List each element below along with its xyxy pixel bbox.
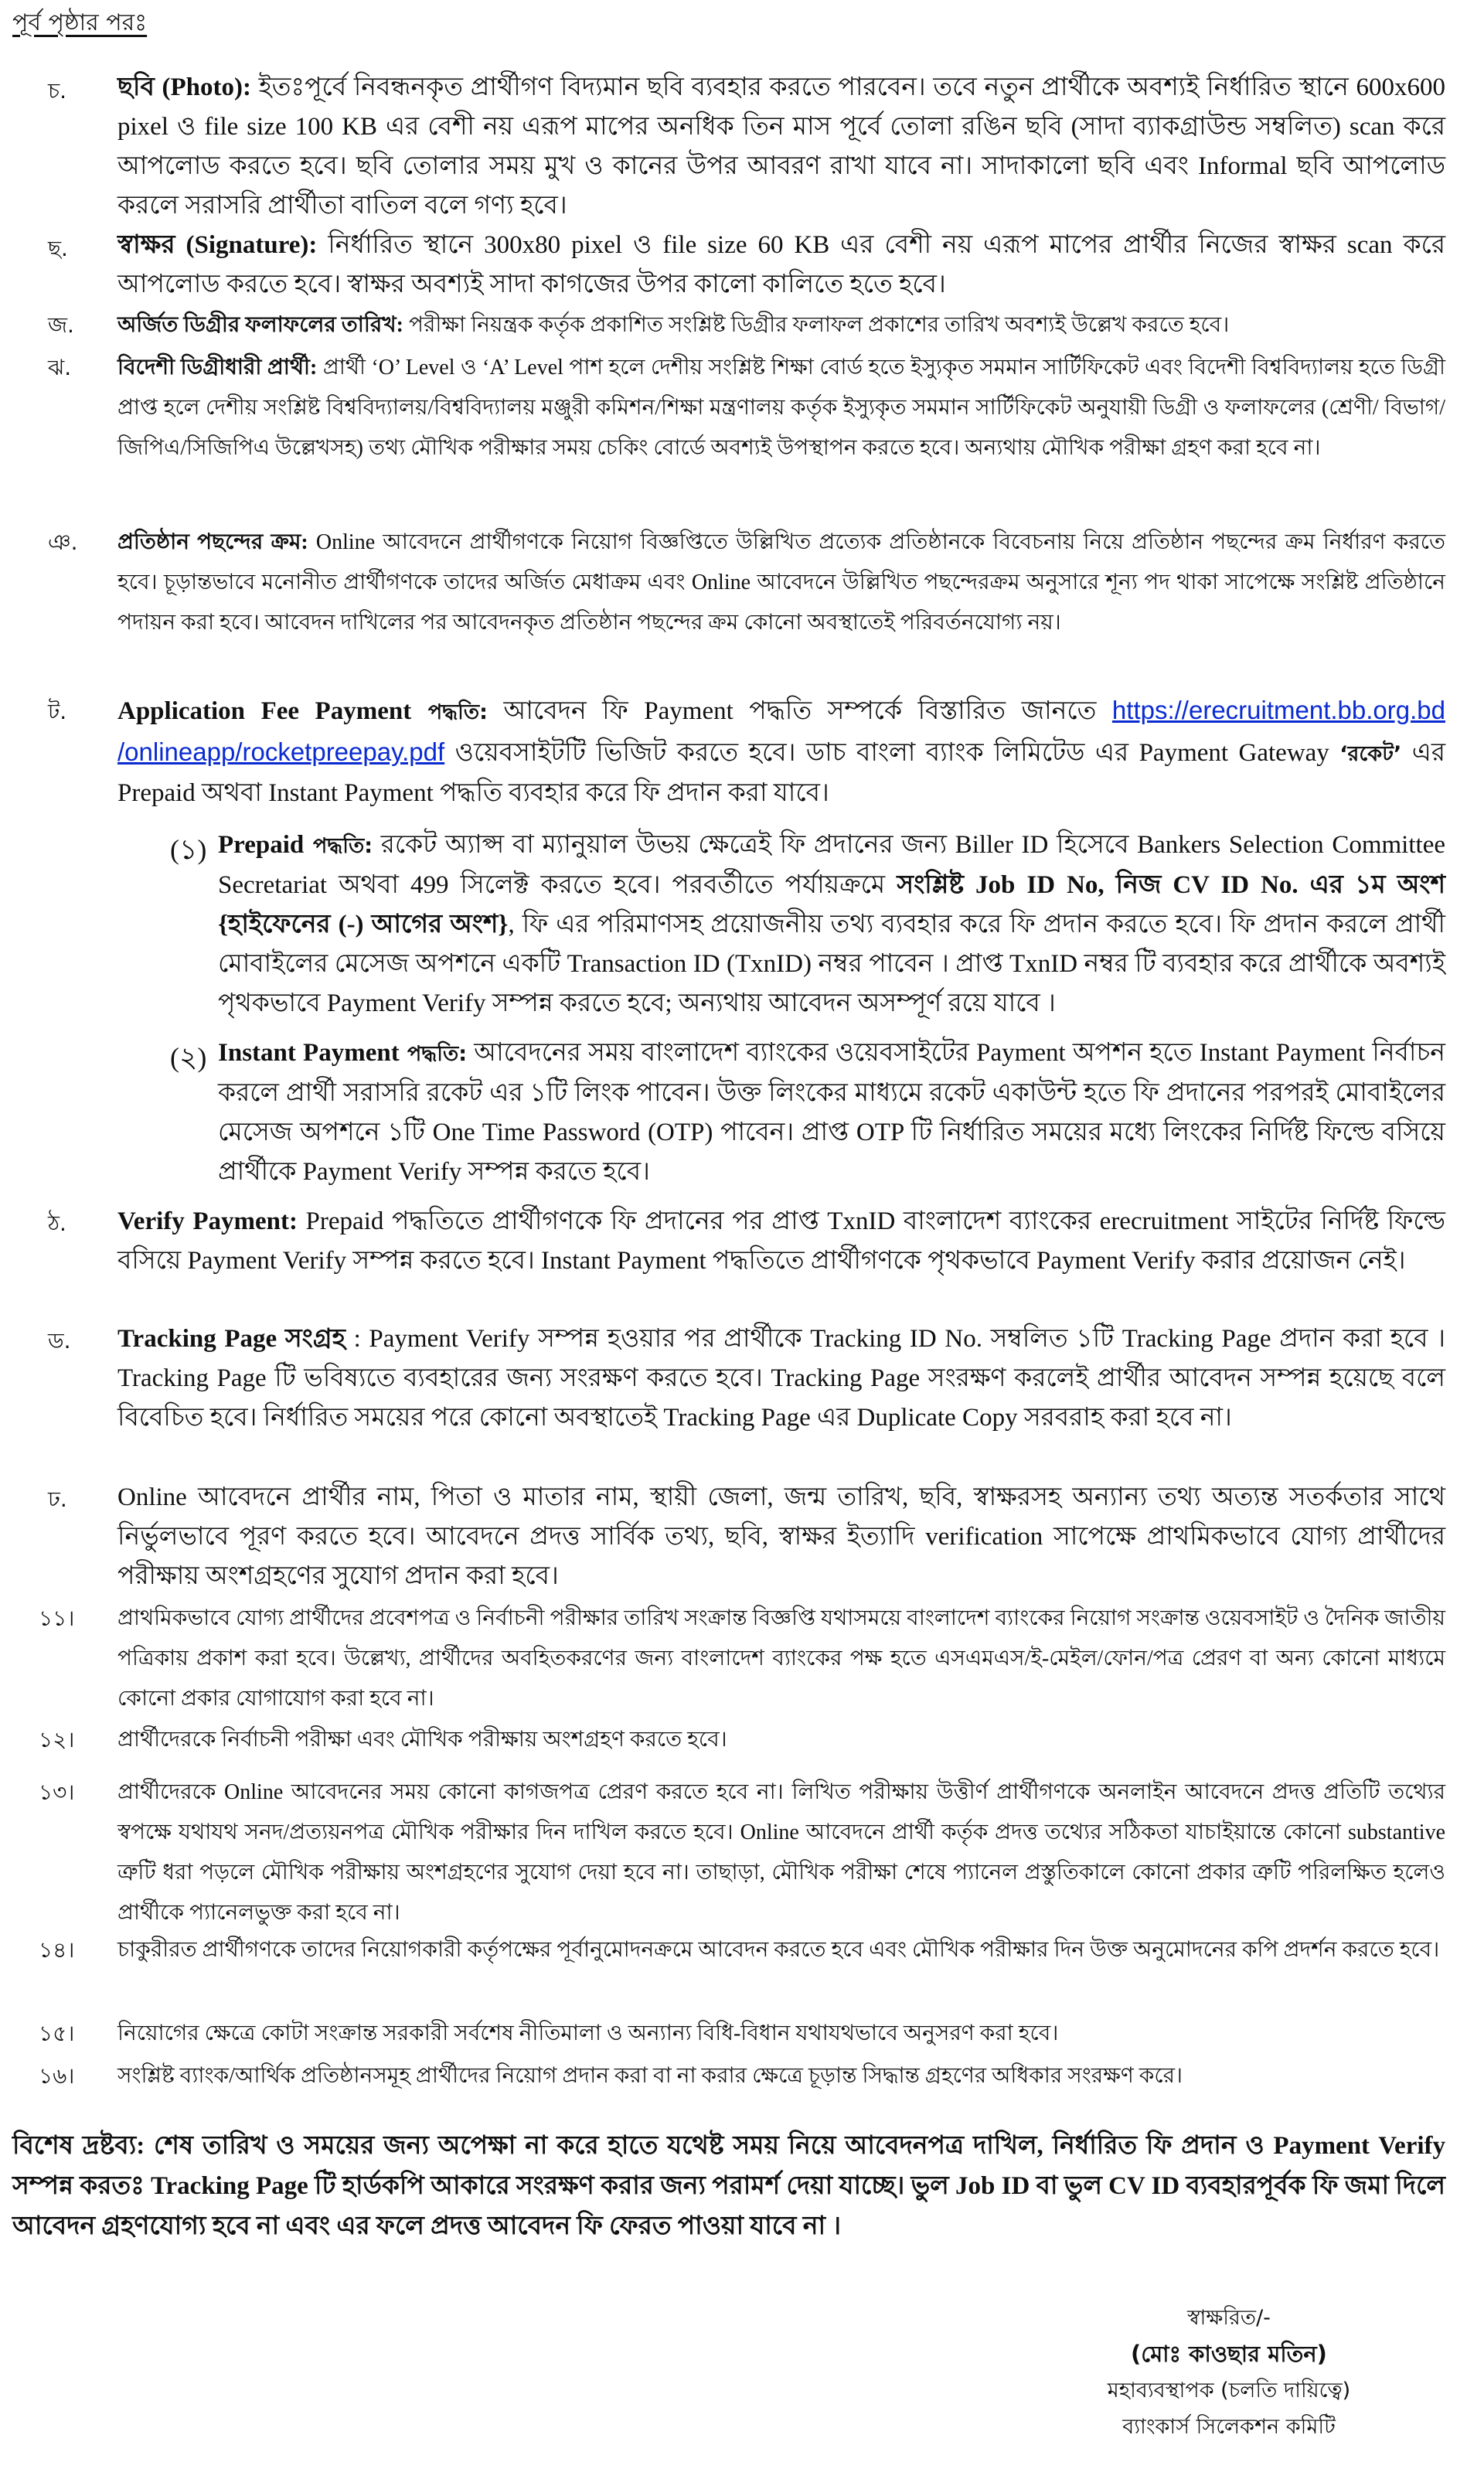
item-label: ঢ. — [48, 1486, 67, 1512]
item-title: ছবি (Photo): — [117, 73, 251, 101]
signature-block — [1028, 2300, 1430, 2445]
signatory-designation: মহাব্যবস্থাপক (চলতি দায়িত্বে) — [1107, 2379, 1351, 2403]
item-text: Online আবেদনে প্রার্থীর নাম, পিতা ও মাতার নাম, স্থায়ী জেলা, জন্ম তারিখ, ছবি, স্বাক্ষরসহ অন্যান্য তথ্য অত্যন্ত সতর্কতার সাথে নির্ভুলভাবে পূরণ করতে হবে। আবেদনে প্রদত্ত সার্বিক তথ্য, ছবি, স্বাক্ষর ইত্যাদি verification সাপেক্ষে প্রাথমিকভাবে যোগ্য প্রার্থীদের পরীক্ষায় অংশগ্রহণের সুযোগ প্রদান করা হবে। — [117, 1483, 1445, 1590]
rocket-prepay-pdf-link[interactable]: https://erecruitment.bb.org.bd /onlineapp/rocketpreepay.pdf — [117, 696, 1445, 766]
item-text: ইতঃপূর্বে নিবন্ধনকৃত প্রার্থীগণ বিদ্যমান ছবি ব্যবহার করতে পারবেন। তবে নতুন প্রার্থীকে অবশ্যই নির্ধারিত স্থানে 600x600 pixel ও file size 100 KB এর বেশী নয় এরূপ মাপের অনধিক তিন মাস পূর্বে তোলা রঙিন ছবি (সাদা ব্যাকগ্রাউন্ড সম্বলিত) scan করে আপলোড করতে হবে। ছবি তোলার সময় মুখ ও কানের উপর আবরণ রাখা যাবে না। সাদাকালো ছবি এবং Informal ছবি আপলোড করলে সরাসরি প্রার্থীতা বাতিল বলে গণ্য হবে। — [117, 73, 1445, 220]
item-number: ১২। — [39, 1727, 75, 1752]
item-title: প্রতিষ্ঠান পছন্দের ক্রম: — [117, 530, 308, 554]
item-text: ওয়েবসাইটটি ভিজিট করতে হবে। ডাচ বাংলা ব্যাংক লিমিটেড এর Payment Gateway — [444, 739, 1340, 767]
item-body — [117, 1320, 1445, 1438]
item-body — [117, 523, 1445, 643]
signatory-name: (মোঃ কাওছার মতিন) — [1131, 2341, 1327, 2367]
item-title: বিদেশী ডিগ্রীধারী প্রার্থী: — [117, 356, 318, 380]
rocket-label: ‘রকেট’ — [1339, 742, 1402, 766]
item-label: ড. — [48, 1328, 71, 1354]
item-body — [117, 1478, 1445, 1596]
item-body — [117, 226, 1445, 305]
signed-label: স্বাক্ষরিত/- — [1187, 2306, 1271, 2330]
item-text: প্রার্থী ‘O’ Level ও ‘A’ Level পাশ হলে দেশীয় সংশ্লিষ্ট শিক্ষা বোর্ড হতে ইস্যুকৃত সমমান সার্টিফিকেট এবং বিদেশী বিশ্ববিদ্যালয় হতে ডিগ্রী প্রাপ্ত হলে দেশীয় সংশ্লিষ্ট বিশ্ববিদ্যালয়/বিশ্ববিদ্যালয় মঞ্জুরী কমিশন/শিক্ষা মন্ত্রণালয় কর্তৃক ইস্যুকৃত সমমান সার্টিফিকেট অনুযায়ী ডিগ্রী ও ফলাফলের (শ্রেণী/ বিভাগ/জিপিএ/সিজিপিএ উল্লেখসহ) তথ্য মৌখিক পরীক্ষার সময় চেকিং বোর্ডে অবশ্যই উপস্থাপন করতে হবে। অন্যথায় মৌখিক পরীক্ষা গ্রহণ করা হবে না। — [117, 356, 1445, 460]
item-body — [117, 1202, 1445, 1281]
item-number: ১৫। — [39, 2021, 75, 2046]
item-label: ঞ. — [48, 530, 78, 555]
item-number: ১৪। — [39, 1937, 75, 1963]
item-body: প্রার্থীদেরকে নির্বাচনী পরীক্ষা এবং মৌখিক পরীক্ষায় অংশগ্রহণ করতে হবে। — [117, 1728, 727, 1752]
subitem-label: (২) — [170, 1042, 207, 1073]
item-body — [117, 348, 1445, 468]
item-text: Prepaid পদ্ধতিতে প্রার্থীগণকে ফি প্রদানের পর প্রাপ্ত TxnID বাংলাদেশ ব্যাংকের erecruitment সাইটের নির্দিষ্ট ফিল্ডে বসিয়ে Payment Verify সম্পন্ন করতে হবে। Instant Payment পদ্ধতিতে প্রার্থীগণকে পৃথকভাবে Payment Verify করার প্রয়োজন নেই। — [117, 1207, 1445, 1275]
item-title: অর্জিত ডিগ্রীর ফলাফলের তারিখ: — [117, 313, 404, 337]
subitem-title: Prepaid — [218, 831, 305, 859]
item-label: ঝ. — [48, 355, 72, 380]
item-body: চাকুরীরত প্রার্থীগণকে তাদের নিয়োগকারী কর্তৃপক্ষের পূর্বানুমোদনক্রমে আবেদন করতে হবে এবং মৌখিক পরীক্ষার দিন উক্ত অনুমোদনের কপি প্রদর্শন করতে হবে। — [117, 1938, 1440, 1962]
item-body — [117, 305, 1445, 346]
item-text: এর Prepaid অথবা Instant Payment পদ্ধতি ব্যবহার করে ফি প্রদান করা যাবে। — [117, 739, 1445, 807]
item-label: ঠ. — [48, 1211, 66, 1236]
item-text: নির্ধারিত স্থানে 300x80 pixel ও file size 60 KB এর বেশী নয় এরূপ মাপের প্রার্থীর নিজের স্বাক্ষর scan করে আপলোড করতে হবে। স্বাক্ষর অবশ্যই সাদা কাগজের উপর কালো কালিতে হতে হবে। — [117, 231, 1445, 298]
subitem-text: , ফি এর পরিমাণসহ প্রয়োজনীয় তথ্য ব্যবহার করে ফি প্রদান করতে হবে। ফি প্রদান করলে প্রার্থী মোবাইলের মেসেজ অপশনে একটি Transaction ID (TxnID) নম্বর পাবেন । প্রাপ্ত TxnID নম্বর টি ব্যবহার করে প্রার্থীকে অবশ্যই পৃথকভাবে Payment Verify সম্পন্ন করতে হবে; অন্যথায় আবেদন অসম্পূর্ণ রয়ে যাবে । — [218, 911, 1445, 1017]
subitem-label: (১) — [170, 834, 207, 865]
item-number: ১১। — [39, 1606, 75, 1631]
item-number: ১৩। — [39, 1779, 75, 1805]
item-body — [117, 68, 1445, 226]
item-label: ছ. — [48, 236, 68, 261]
item-body: প্রাথমিকভাবে যোগ্য প্রার্থীদের প্রবেশপত্র ও নির্বাচনী পরীক্ষার তারিখ সংক্রান্ত বিজ্ঞপ্তি যথাসময়ে বাংলাদেশ ব্যাংকের নিয়োগ সংক্রান্ত ওয়েবসাইট ও দৈনিক জাতীয় পত্রিকায় প্রকাশ করা হবে। উল্লেখ্য, প্রার্থীদের অবহিতকরণের জন্য বাংলাদেশ ব্যাংকের পক্ষ হতে এসএমএস/ই-মেইল/ফোন/পত্র প্রেরণ বা অন্য কোনো মাধ্যমে কোনো প্রকার যোগাযোগ করা হবে না। — [117, 1606, 1445, 1711]
item-label: চ. — [48, 78, 67, 104]
subitem-body — [218, 1034, 1445, 1192]
item-title: Tracking Page সংগ্রহ — [117, 1325, 345, 1353]
item-title-suffix: পদ্ধতি: — [411, 700, 488, 724]
item-title: স্বাক্ষর (Signature): — [117, 231, 318, 259]
subitem-text: রকেট অ্যাপ্স বা ম্যানুয়াল উভয় ক্ষেত্রেই ফি প্রদানের জন্য Biller ID হিসেবে Bankers Selection Committee Secretariat অথবা 499 সিলেক্ট করতে হবে। পরবর্তীতে পর্যায়ক্রমে — [218, 831, 1445, 899]
item-text: পরীক্ষা নিয়ন্ত্রক কর্তৃক প্রকাশিত সংশ্লিষ্ট ডিগ্রীর ফলাফল প্রকাশের তারিখ অবশ্যই উল্লেখ করতে হবে। — [403, 313, 1230, 337]
item-text: Online আবেদনে প্রার্থীগণকে নিয়োগ বিজ্ঞপ্তিতে উল্লিখিত প্রত্যেক প্রতিষ্ঠানকে বিবেচনায় নিয়ে প্রতিষ্ঠান পছন্দের ক্রম নির্ধারণ করতে হবে। চূড়ান্তভাবে মনোনীত প্রার্থীগণকে তাদের অর্জিত মেধাক্রম এবং Online আবেদনে উল্লিখিত পছন্দেরক্রম অনুসারে শূন্য পদ থাকা সাপেক্ষে সংশ্লিষ্ট প্রতিষ্ঠানে পদায়ন করা হবে। আবেদন দাখিলের পর আবেদনকৃত প্রতিষ্ঠান পছন্দের ক্রম কোনো অবস্থাতেই পরিবর্তনযোগ্য নয়। — [117, 530, 1445, 635]
item-body: প্রার্থীদেরকে Online আবেদনের সময় কোনো কাগজপত্র প্রেরণ করতে হবে না। লিখিত পরীক্ষায় উত্তীর্ণ প্রার্থীগণকে অনলাইন আবেদনে প্রদত্ত প্রতিটি তথ্যের স্বপক্ষে যথাযথ সনদ/প্রত্যয়নপত্র মৌখিক পরীক্ষার দিন দাখিল করতে হবে। Online আবেদনে প্রার্থী কর্তৃক প্রদত্ত তথ্যের সঠিকতা যাচাইয়ান্তে কোনো substantive ত্রুটি ধরা পড়লে মৌখিক পরীক্ষায় অংশগ্রহণের সুযোগ দেয়া হবে না। তাছাড়া, মৌখিক পরীক্ষা শেষে প্যানেল প্রস্তুতিকালে কোনো প্রকার ত্রুটি পরিলক্ষিত হলেও প্রার্থীকে প্যানেলভুক্ত করা হবে না। — [117, 1780, 1445, 1925]
item-title: Application Fee Payment — [117, 697, 412, 725]
subitem-title: Instant Payment — [218, 1039, 400, 1067]
item-label: জ. — [48, 312, 74, 338]
item-text: আবেদন ফি Payment পদ্ধতি সম্পর্কে বিস্তারিত জানতে — [487, 697, 1112, 725]
item-title: Verify Payment: — [117, 1207, 298, 1235]
special-note: বিশেষ দ্রষ্টব্য: শেষ তারিখ ও সময়ের জন্য অপেক্ষা না করে হাতে যথেষ্ট সময় নিয়ে আবেদনপত্র দাখিল, নির্ধারিত ফি প্রদান ও Payment Verify সম্পন্ন করতঃ Tracking Page টি হার্ডকপি আকারে সংরক্ষণ করার জন্য পরামর্শ দেয়া যাচ্ছে। ভুল Job ID বা ভুল CV ID ব্যবহারপূর্বক ফি জমা দিলে আবেদন গ্রহণযোগ্য হবে না এবং এর ফলে প্রদত্ত আবেদন ফি ফেরত পাওয়া যাবে না । — [12, 2132, 1445, 2240]
item-text: : Payment Verify সম্পন্ন হওয়ার পর প্রার্থীকে Tracking ID No. সম্বলিত ১টি Tracking Page প্রদান করা হবে । Tracking Page টি ভবিষ্যতে ব্যবহারের জন্য সংরক্ষণ করতে হবে। Tracking Page সংরক্ষণ করলেই প্রার্থীর আবেদন সম্পন্ন হয়েছে বলে বিবেচিত হবে। নির্ধারিত সময়ের পরে কোনো অবস্থাতেই Tracking Page এর Duplicate Copy সরবরাহ করা হবে না। — [117, 1325, 1445, 1432]
subitem-title-suffix: পদ্ধতি: — [399, 1042, 468, 1066]
item-label: ট. — [48, 699, 67, 724]
item-number: ১৬। — [39, 2063, 75, 2089]
subitem-title-suffix: পদ্ধতি: — [304, 834, 373, 858]
item-body: সংশ্লিষ্ট ব্যাংক/আর্থিক প্রতিষ্ঠানসমূহ প্রার্থীদের নিয়োগ প্রদান করা বা না করার ক্ষেত্রে চূড়ান্ত সিদ্ধান্ত গ্রহণের অধিকার সংরক্ষণ করে। — [117, 2064, 1183, 2088]
committee-name: ব্যাংকার্স সিলেকশন কমিটি — [1122, 2415, 1336, 2439]
item-body: নিয়োগের ক্ষেত্রে কোটা সংক্রান্ত সরকারী সর্বশেষ নীতিমালা ও অন্যান্য বিধি-বিধান যথাযথভাবে অনুসরণ করা হবে। — [117, 2021, 1059, 2045]
subitem-body — [218, 826, 1445, 1023]
subitem-bold-text: সংশ্লিষ্ট Job ID No, নিজ CV ID No. এর ১ম অংশ {হাইফেনের (-) আগের অংশ} — [218, 871, 1445, 938]
continued-from-previous-page-label: পূর্ব পৃষ্ঠার পরঃ — [12, 9, 148, 36]
item-body — [117, 690, 1445, 813]
subitem-text: আবেদনের সময় বাংলাদেশ ব্যাংকের ওয়েবসাইটের Payment অপশন হতে Instant Payment নির্বাচন করলে প্রার্থী সরাসরি রকেট এর ১টি লিংক পাবেন। উক্ত লিংকের মাধ্যমে রকেট একাউন্ট হতে ফি প্রদানের পরপরই মোবাইলের মেসেজ অপশনে ১টি One Time Password (OTP) পাবেন। প্রাপ্ত OTP টি নির্ধারিত সময়ের মধ্যে লিংকের নির্দিষ্ট ফিল্ডে বসিয়ে প্রার্থীকে Payment Verify সম্পন্ন করতে হবে। — [218, 1039, 1445, 1186]
